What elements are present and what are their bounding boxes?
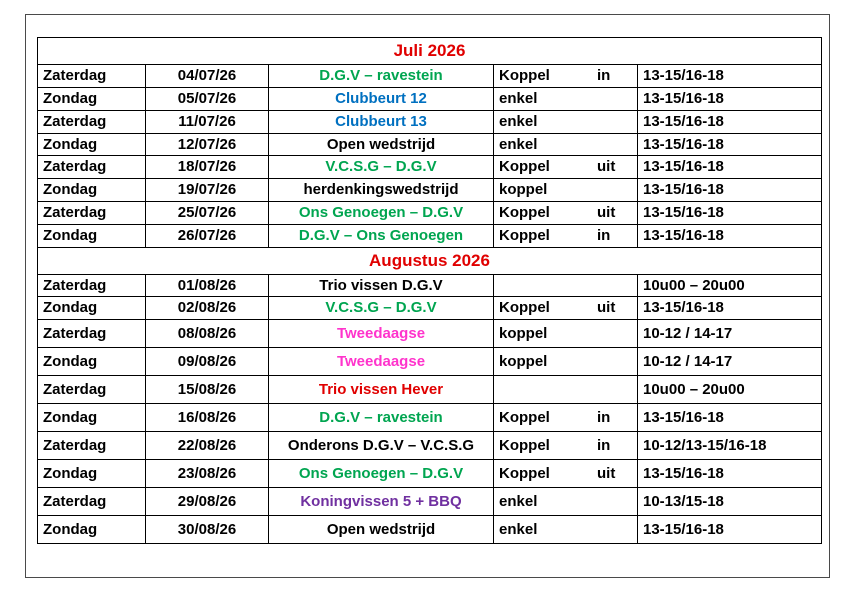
event-cell: D.G.V – ravestein [269, 404, 494, 432]
competition-type: Koppel [499, 204, 550, 221]
date-cell: 22/08/26 [146, 432, 269, 460]
date-cell: 30/08/26 [146, 516, 269, 544]
time-cell: 13-15/16-18 [638, 156, 822, 179]
day-cell: Zondag [38, 134, 146, 156]
competition-type: enkel [499, 492, 538, 510]
type-cell [494, 156, 638, 179]
day-cell: Zaterdag [38, 111, 146, 134]
event-cell: Trio vissen D.G.V [269, 275, 494, 297]
day-cell: Zaterdag [38, 202, 146, 225]
table-row [38, 179, 822, 202]
type-cell [494, 179, 638, 202]
table-row [38, 432, 822, 460]
event-cell: Open wedstrijd [269, 134, 494, 156]
day-cell: Zaterdag [38, 488, 146, 516]
day-cell: Zondag [38, 516, 146, 544]
type-cell [494, 134, 638, 156]
competition-type: koppel [499, 352, 548, 370]
event-cell: Clubbeurt 13 [269, 111, 494, 134]
competition-type: koppel [499, 324, 548, 342]
table-row [38, 65, 822, 88]
date-cell: 11/07/26 [146, 111, 269, 134]
event-cell: Onderons D.G.V – V.C.S.G [269, 432, 494, 460]
home-away-label: uit [597, 158, 616, 175]
competition-type: Koppel [499, 227, 550, 244]
home-away-label: uit [597, 464, 616, 482]
competition-type: Koppel [499, 464, 550, 482]
event-cell: herdenkingswedstrijd [269, 179, 494, 202]
day-cell: Zondag [38, 179, 146, 202]
type-cell [494, 320, 638, 348]
table-row [38, 156, 822, 179]
time-cell: 10-12/13-15/16-18 [638, 432, 822, 460]
date-cell: 29/08/26 [146, 488, 269, 516]
time-cell: 13-15/16-18 [638, 297, 822, 320]
schedule-body [38, 38, 822, 544]
competition-type: Koppel [499, 299, 550, 316]
day-cell: Zaterdag [38, 65, 146, 88]
event-cell: Koningvissen 5 + BBQ [269, 488, 494, 516]
home-away-label: in [597, 436, 611, 454]
time-cell: 13-15/16-18 [638, 404, 822, 432]
day-cell: Zondag [38, 225, 146, 248]
date-cell: 09/08/26 [146, 348, 269, 376]
type-cell [494, 516, 638, 544]
event-cell: Ons Genoegen – D.G.V [269, 460, 494, 488]
time-cell: 10u00 – 20u00 [638, 376, 822, 404]
event-cell: Clubbeurt 12 [269, 88, 494, 111]
event-cell: V.C.S.G – D.G.V [269, 297, 494, 320]
type-cell [494, 275, 638, 297]
home-away-label: uit [597, 204, 616, 221]
table-row [38, 488, 822, 516]
table-row [38, 348, 822, 376]
home-away-label: in [597, 227, 611, 244]
date-cell: 15/08/26 [146, 376, 269, 404]
table-row [38, 275, 822, 297]
event-cell: Tweedaagse [269, 320, 494, 348]
time-cell: 10-12 / 14-17 [638, 348, 822, 376]
event-cell: D.G.V – ravestein [269, 65, 494, 88]
event-cell: Ons Genoegen – D.G.V [269, 202, 494, 225]
home-away-label: in [597, 67, 611, 84]
date-cell: 04/07/26 [146, 65, 269, 88]
date-cell: 26/07/26 [146, 225, 269, 248]
time-cell: 13-15/16-18 [638, 516, 822, 544]
day-cell: Zondag [38, 348, 146, 376]
type-cell [494, 488, 638, 516]
competition-type: enkel [499, 90, 538, 107]
date-cell: 18/07/26 [146, 156, 269, 179]
month-title: Augustus 2026 [38, 248, 822, 275]
day-cell: Zondag [38, 404, 146, 432]
type-cell [494, 348, 638, 376]
time-cell: 13-15/16-18 [638, 225, 822, 248]
day-cell: Zaterdag [38, 275, 146, 297]
table-row [38, 376, 822, 404]
table-row [38, 516, 822, 544]
table-row [38, 202, 822, 225]
day-cell: Zaterdag [38, 320, 146, 348]
day-cell: Zaterdag [38, 376, 146, 404]
event-cell: Tweedaagse [269, 348, 494, 376]
type-cell [494, 111, 638, 134]
date-cell: 25/07/26 [146, 202, 269, 225]
date-cell: 01/08/26 [146, 275, 269, 297]
type-cell [494, 65, 638, 88]
time-cell: 13-15/16-18 [638, 65, 822, 88]
competition-type: Koppel [499, 158, 550, 175]
type-cell [494, 376, 638, 404]
date-cell: 02/08/26 [146, 297, 269, 320]
time-cell: 13-15/16-18 [638, 202, 822, 225]
time-cell: 10-12 / 14-17 [638, 320, 822, 348]
time-cell: 13-15/16-18 [638, 111, 822, 134]
type-cell [494, 404, 638, 432]
table-row [38, 111, 822, 134]
competition-type: enkel [499, 113, 538, 130]
date-cell: 12/07/26 [146, 134, 269, 156]
month-title: Juli 2026 [38, 38, 822, 65]
table-row [38, 404, 822, 432]
table-row [38, 320, 822, 348]
schedule-table [37, 37, 822, 544]
date-cell: 05/07/26 [146, 88, 269, 111]
event-cell: V.C.S.G – D.G.V [269, 156, 494, 179]
competition-type: enkel [499, 520, 538, 538]
type-cell [494, 202, 638, 225]
time-cell: 10u00 – 20u00 [638, 275, 822, 297]
type-cell [494, 88, 638, 111]
table-row [38, 88, 822, 111]
event-cell: Open wedstrijd [269, 516, 494, 544]
date-cell: 23/08/26 [146, 460, 269, 488]
time-cell: 13-15/16-18 [638, 134, 822, 156]
day-cell: Zaterdag [38, 156, 146, 179]
type-cell [494, 225, 638, 248]
day-cell: Zaterdag [38, 432, 146, 460]
home-away-label: in [597, 408, 611, 426]
type-cell [494, 297, 638, 320]
date-cell: 19/07/26 [146, 179, 269, 202]
type-cell [494, 460, 638, 488]
competition-type: Koppel [499, 67, 550, 84]
month-header-row [38, 248, 822, 275]
time-cell: 13-15/16-18 [638, 179, 822, 202]
day-cell: Zondag [38, 297, 146, 320]
competition-type: enkel [499, 135, 538, 153]
type-cell [494, 432, 638, 460]
table-row [38, 460, 822, 488]
home-away-label: uit [597, 299, 616, 316]
competition-type: Koppel [499, 408, 550, 426]
competition-type: Koppel [499, 436, 550, 454]
time-cell: 13-15/16-18 [638, 460, 822, 488]
date-cell: 16/08/26 [146, 404, 269, 432]
competition-type: koppel [499, 181, 548, 198]
table-row [38, 297, 822, 320]
time-cell: 10-13/15-18 [638, 488, 822, 516]
day-cell: Zondag [38, 88, 146, 111]
table-row [38, 134, 822, 156]
event-cell: D.G.V – Ons Genoegen [269, 225, 494, 248]
day-cell: Zondag [38, 460, 146, 488]
date-cell: 08/08/26 [146, 320, 269, 348]
table-row [38, 225, 822, 248]
month-header-row [38, 38, 822, 65]
time-cell: 13-15/16-18 [638, 88, 822, 111]
event-cell: Trio vissen Hever [269, 376, 494, 404]
